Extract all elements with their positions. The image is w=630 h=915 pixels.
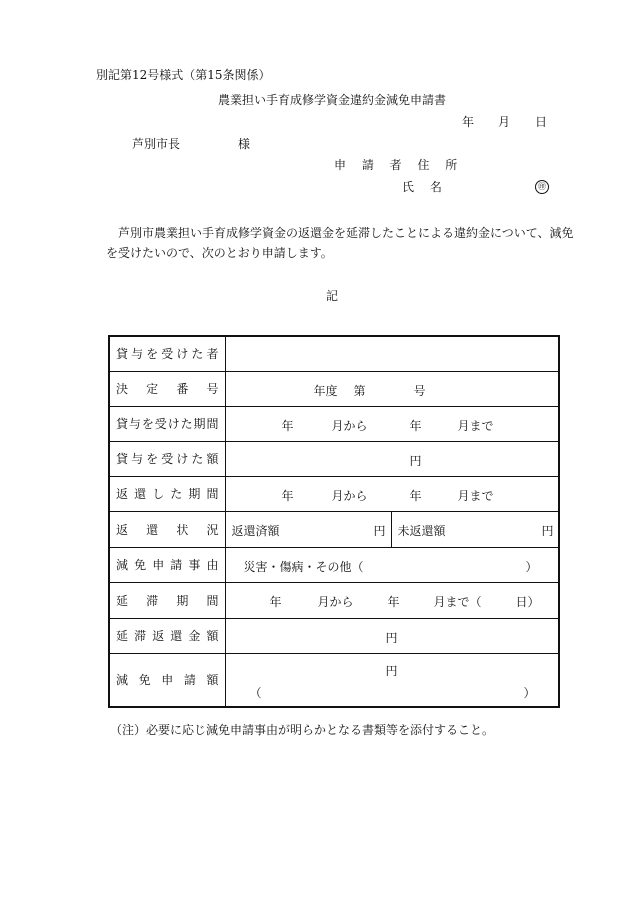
month-to-text: 月まで <box>457 488 494 503</box>
delinquency-period-field[interactable] <box>225 582 559 618</box>
year-to-text: 年 <box>387 594 400 609</box>
table-row <box>109 371 559 406</box>
table-row <box>109 547 559 582</box>
yen-text: 円 <box>409 453 422 468</box>
seal-mark: ㊞ <box>535 178 549 194</box>
row-label-repayment-status: 返 還 状 況 <box>109 511 225 547</box>
month-from-text: 月から <box>331 488 368 503</box>
go-text: 号 <box>413 383 426 398</box>
unrepaid-label: 未返還額 <box>397 523 446 538</box>
yen-text: 円 <box>385 630 398 645</box>
body-paragraph-line1: 芦別市農業担い手育成修学資金の返還金を延滞したことによる違約金について、減免 <box>118 226 574 240</box>
document-title: 農業担い手育成修学資金違約金減免申請書 <box>218 93 447 107</box>
year-from-text: 年 <box>281 488 294 503</box>
year-to-text: 年 <box>409 418 422 433</box>
footnote: （注）必要に応じ減免申請事由が明らかとなる書類等を添付すること。 <box>110 723 495 737</box>
row-label-decision-number: 決 定 番 号 <box>109 371 225 406</box>
close-paren: ） <box>523 685 536 700</box>
year-from-text: 年 <box>269 594 282 609</box>
loan-period-field[interactable] <box>225 406 559 441</box>
date-year-label: 年 <box>462 115 475 129</box>
application-table <box>108 335 560 708</box>
dai-text: 第 <box>353 383 366 398</box>
applicant-address-label: 申 請 者 住 所 <box>334 158 464 172</box>
table-row <box>109 476 559 511</box>
row-label-reduction-amount: 減 免 申 請 額 <box>109 653 225 707</box>
repaid-amount-field[interactable] <box>225 511 391 547</box>
table-row <box>109 582 559 618</box>
body-paragraph-line2: を受けたいので、次のとおり申請します。 <box>106 246 333 260</box>
table-row <box>109 336 559 371</box>
close-paren: ） <box>525 559 538 574</box>
month-from-text: 月から <box>331 418 368 433</box>
loan-amount-field[interactable] <box>225 441 559 476</box>
row-label-loan-amount: 貸 与 を 受 け た 額 <box>109 441 225 476</box>
year-from-text: 年 <box>281 418 294 433</box>
table-row <box>109 441 559 476</box>
row-label-recipient <box>109 336 225 371</box>
row-label-loan-period: 貸 与 を 受 け た 期 間 <box>109 406 225 441</box>
table-row <box>109 406 559 441</box>
label-text: 貸 与 を 受 け た 者 <box>116 347 219 362</box>
repayment-period-field[interactable] <box>225 476 559 511</box>
addressee-honorific: 様 <box>238 137 251 151</box>
unrepaid-yen: 円 <box>541 523 554 538</box>
open-paren: （ <box>249 685 262 700</box>
table-row <box>109 511 559 547</box>
addressee: 芦別市長 <box>132 137 181 151</box>
month-to-text: 月まで <box>457 418 494 433</box>
year-to-text: 年 <box>409 488 422 503</box>
row-label-delinquency-period: 延 滞 期 間 <box>109 582 225 618</box>
yen-text: 円 <box>385 663 398 678</box>
table-row <box>109 653 559 707</box>
row-label-delinquent-amount: 延 滞 返 還 金 額 <box>109 618 225 653</box>
applicant-name-label: 氏 名 <box>402 180 448 194</box>
form-reference: 別記第12号様式（第15条関係） <box>96 68 271 82</box>
recipient-field[interactable] <box>225 336 559 371</box>
date-month-label: 月 <box>498 115 511 129</box>
ki-heading: 記 <box>326 289 339 303</box>
unrepaid-amount-field[interactable] <box>391 511 559 547</box>
repaid-label: 返還済額 <box>231 523 280 538</box>
reduction-amount-field[interactable] <box>225 653 559 707</box>
table-row <box>109 618 559 653</box>
row-label-repayment-period: 返 還 し た 期 間 <box>109 476 225 511</box>
decision-number-field[interactable] <box>225 371 559 406</box>
nendo-text: 年度 <box>313 383 338 398</box>
delinquent-amount-field[interactable] <box>225 618 559 653</box>
reason-options: 災害・傷病・その他（ <box>243 559 364 574</box>
reason-field[interactable] <box>225 547 559 582</box>
repaid-yen: 円 <box>373 523 386 538</box>
month-from-text: 月から <box>317 594 354 609</box>
row-label-reason: 減 免 申 請 事 由 <box>109 547 225 582</box>
days-text: 日） <box>515 594 540 609</box>
date-day-label: 日 <box>535 115 548 129</box>
month-to-text: 月まで（ <box>433 594 482 609</box>
